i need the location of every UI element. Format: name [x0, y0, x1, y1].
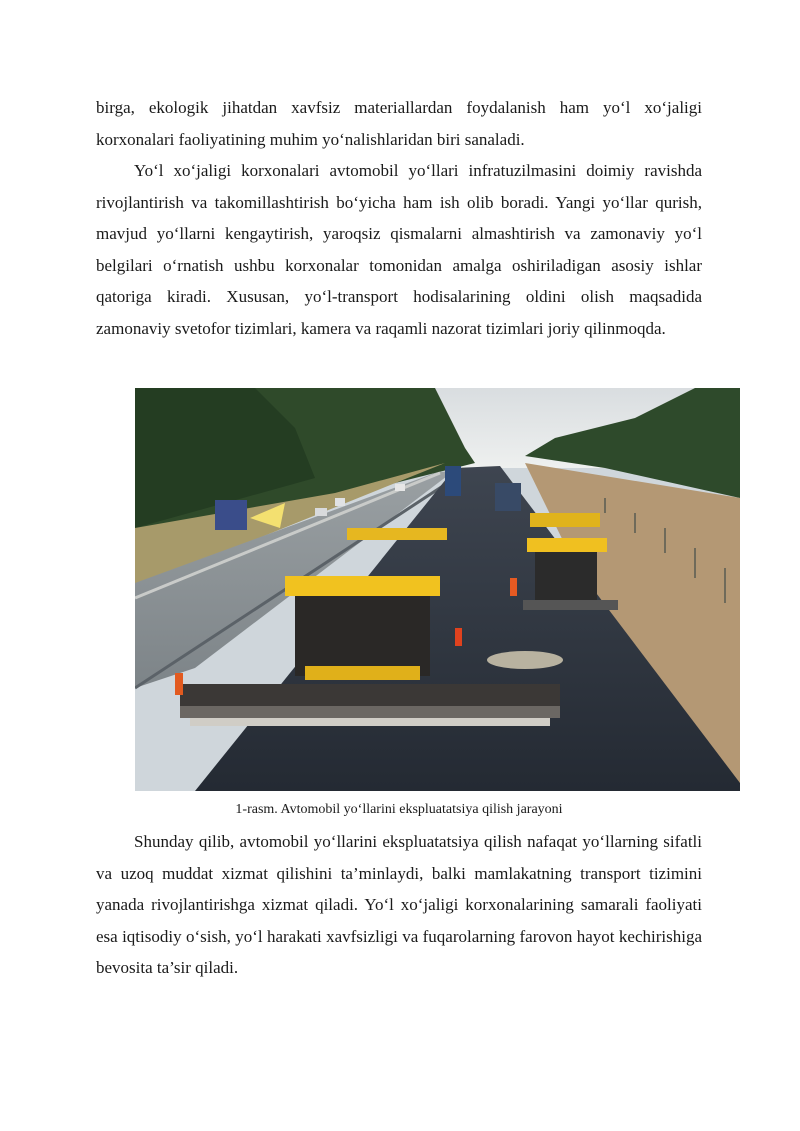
- paragraph-continued: birga, ekologik jihatdan xavfsiz materiallardan foydalanish ham yo‘l xo‘jaligi korxonalari faoliyatining muhim yo‘nalishlaridan biri sanaladi.: [96, 98, 702, 149]
- paragraph-conclusion: Shunday qilib, avtomobil yo‘llarini ekspluatatsiya qilish nafaqat yo‘llarning sifatli va uzoq muddat xizmat qilishini ta’minlaydi, balki mamlakatning transport tizimini yanada rivojlantirishga xizmat qiladi. Yo‘l xo‘jaligi korxonalarining samarali faoliyati esa iqtisodiy o‘sish, yo‘l harakati xavfsizligi va fuqarolarning farovon hayot kechirishiga bevosita ta’sir qiladi.: [96, 832, 702, 977]
- paragraph-road-infrastructure: Yo‘l xo‘jaligi korxonalari avtomobil yo‘llari infratuzilmasini doimiy ravishda rivojlantirish va takomillashtirish bo‘yicha ham ish olib boradi. Yangi yo‘llar qurish, mavjud yo‘llarni kengaytirish, yaroqsiz qismalarni almashtirish va zamonaviy yo‘l belgilari o‘rnatish ushbu korxonalar tomonidan amalga oshiriladigan asosiy ishlar qatoriga kiradi. Xususan, yo‘l-transport hodisalarining oldini olish maqsadida zamonaviy svetofor tizimlari, kamera va raqamli nazorat tizimlari joriy qilinmoqda.: [96, 161, 702, 338]
- road-paving-photo: [135, 388, 740, 791]
- figure-caption: 1-rasm. Avtomobil yo‘llarini ekspluatatsiya qilish jarayoni: [235, 802, 563, 817]
